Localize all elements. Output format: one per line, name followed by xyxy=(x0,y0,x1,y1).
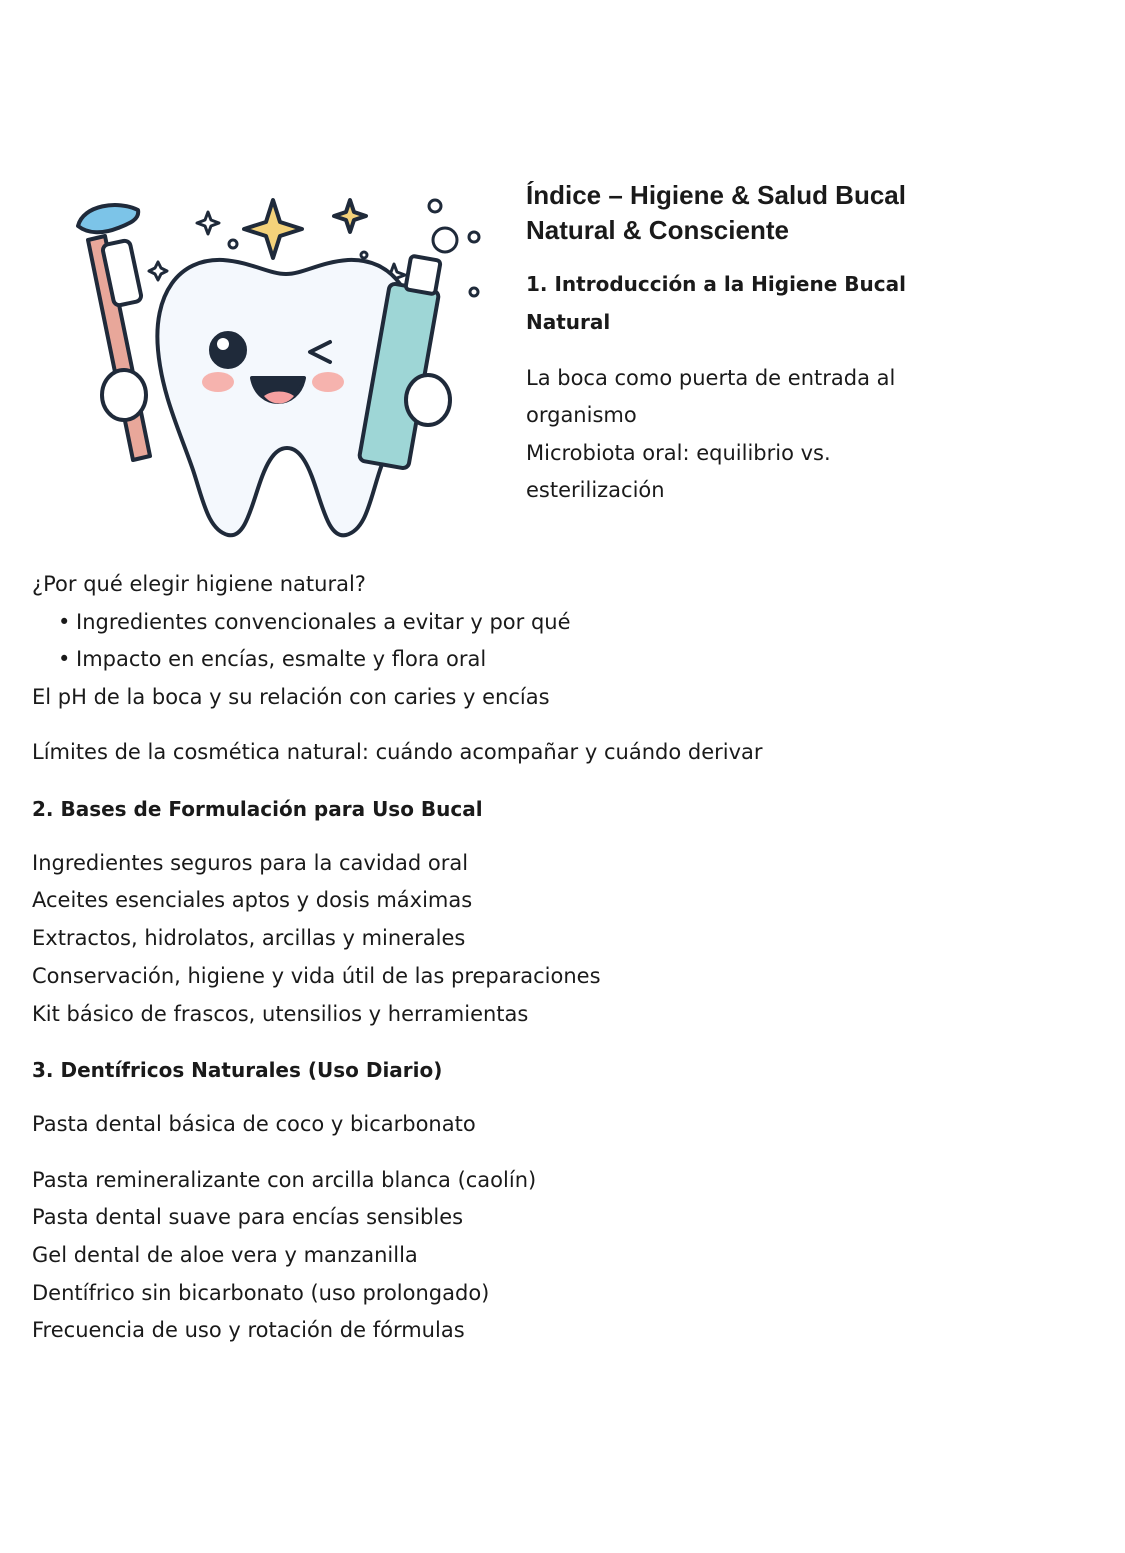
section-3-item: Frecuencia de uso y rotación de fórmulas xyxy=(32,1318,465,1342)
page-title xyxy=(526,178,1086,248)
section-2-item: Ingredientes seguros para la cavidad oral xyxy=(32,851,469,875)
section-1-line: organismo xyxy=(526,403,637,427)
section-2-heading: 2. Bases de Formulación para Uso Bucal xyxy=(32,797,483,821)
page-title-line-2: Natural & Consciente xyxy=(526,215,789,245)
section-1-line: esterilización xyxy=(526,478,665,502)
bullet-item-text: Ingredientes convencionales a evitar y por qué xyxy=(76,610,571,634)
section-3-item: Pasta dental básica de coco y bicarbonato xyxy=(32,1112,476,1136)
section-2-item: Extractos, hidrolatos, arcillas y minerales xyxy=(32,926,466,950)
section-2-item: Conservación, higiene y vida útil de las preparaciones xyxy=(32,964,601,988)
section-3-item: Pasta remineralizante con arcilla blanca (caolín) xyxy=(32,1168,537,1192)
bullet-item xyxy=(58,610,571,634)
section-1-line: Microbiota oral: equilibrio vs. xyxy=(526,441,831,465)
section-3-heading: 3. Dentífricos Naturales (Uso Diario) xyxy=(32,1058,443,1082)
bullet-item-text: Impacto en encías, esmalte y flora oral xyxy=(76,647,487,671)
section-1-line: La boca como puerta de entrada al xyxy=(526,366,896,390)
page-title-line-1: Índice – Higiene & Salud Bucal xyxy=(526,180,906,210)
section-3-item: Gel dental de aloe vera y manzanilla xyxy=(32,1243,418,1267)
section-3-item: Dentífrico sin bicarbonato (uso prolongado) xyxy=(32,1281,490,1305)
section-1-line: ¿Por qué elegir higiene natural? xyxy=(32,572,366,596)
section-1-heading-line-1: 1. Introducción a la Higiene Bucal xyxy=(526,272,906,296)
section-2-item: Aceites esenciales aptos y dosis máximas xyxy=(32,888,473,912)
section-1-line: El pH de la boca y su relación con caries y encías xyxy=(32,685,550,709)
section-1-heading-line-2: Natural xyxy=(526,310,611,334)
section-3-item: Pasta dental suave para encías sensibles xyxy=(32,1205,464,1229)
section-2-item: Kit básico de frascos, utensilios y herramientas xyxy=(32,1002,529,1026)
tooth-mascot-icon xyxy=(58,170,503,555)
bullet-item xyxy=(58,647,486,671)
section-1-line: Límites de la cosmética natural: cuándo acompañar y cuándo derivar xyxy=(32,740,763,764)
